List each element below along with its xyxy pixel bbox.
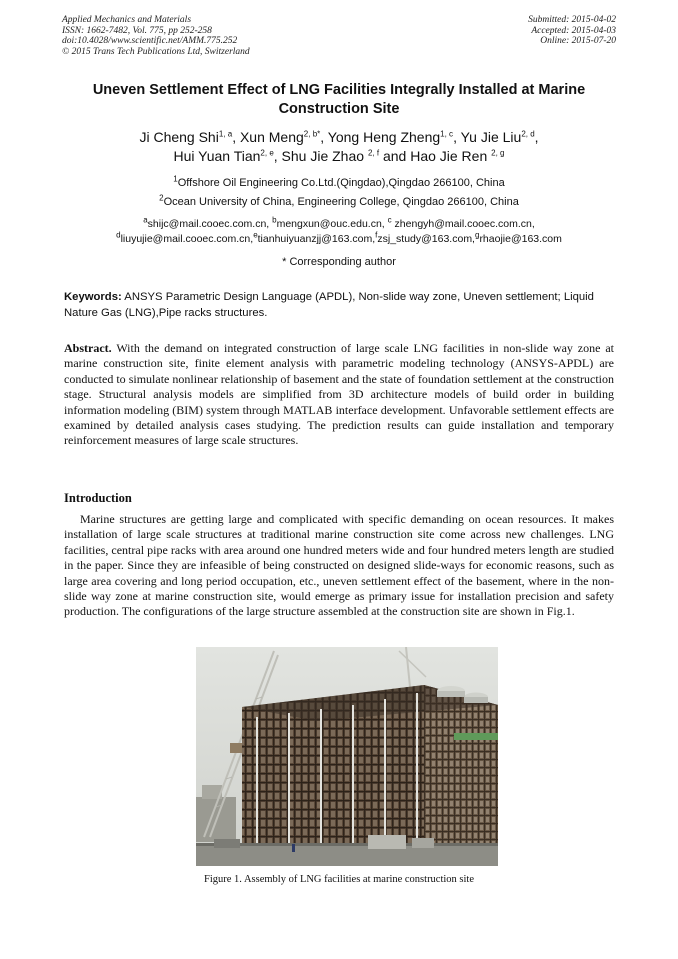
author-sep: ,	[273, 148, 282, 164]
journal-issn: ISSN: 1662-7482, Vol. 775, pp 252-258	[62, 25, 212, 36]
keywords-text: ANSYS Parametric Design Language (APDL), Non-slide way zone, Uneven settlement; Liquid Nature Gas (LNG),Pipe racks structures.	[64, 291, 594, 319]
figure-1-caption: Figure 1. Assembly of LNG facilities at marine construction site	[203, 874, 475, 885]
author-sup: 2, d	[521, 129, 535, 139]
email-link[interactable]: zsj_study@163.com,	[377, 233, 475, 245]
email-sup: e	[253, 230, 258, 240]
email-link[interactable]: zhengyh@mail.cooec.com.cn,	[391, 218, 535, 230]
keywords-block	[64, 290, 616, 321]
affiliation-sup: 1	[173, 174, 178, 184]
affiliation-2	[40, 195, 638, 209]
affiliation-sup: 2	[159, 193, 164, 203]
email-link[interactable]: rhaojie@163.com	[479, 233, 562, 245]
author-list	[40, 128, 638, 166]
author-sep: ,	[320, 129, 328, 145]
email-link[interactable]: mengxun@ouc.edu.cn,	[276, 218, 388, 230]
email-sup: b	[272, 215, 277, 225]
journal-header-right	[528, 15, 616, 47]
abstract-block	[64, 341, 614, 449]
author-name: Ji Cheng Shi	[139, 129, 219, 145]
abstract-label: Abstract.	[64, 341, 112, 355]
email-sup: f	[375, 230, 378, 240]
author-sup: 2, f	[367, 148, 380, 158]
author-name: Shu Jie Zhao	[281, 148, 368, 164]
email-link[interactable]: liuyujie@mail.cooec.com.cn,	[120, 233, 254, 245]
email-sup: a	[143, 215, 148, 225]
affiliation-1	[40, 176, 638, 190]
journal-header-left	[62, 15, 250, 57]
figure-1-photo	[196, 647, 498, 866]
email-sup: c	[387, 215, 392, 225]
email-link[interactable]: tianhuiyuanzjj@163.com,	[257, 233, 376, 245]
author-name: Hui Yuan Tian	[173, 148, 261, 164]
email-sup: d	[116, 230, 121, 240]
affiliation-text: Offshore Oil Engineering Co.Ltd.(Qingdao),Qingdao 266100, China	[177, 177, 505, 189]
affiliation-text: Ocean University of China, Engineering College, Qingdao 266100, China	[163, 196, 519, 208]
author-sep: ,	[232, 129, 240, 145]
submitted-date: Submitted: 2015-04-02	[528, 15, 616, 25]
author-sup: 1, c	[440, 129, 454, 139]
author-name: Yu Jie Liu	[460, 129, 522, 145]
author-sep: ,	[534, 129, 539, 145]
construction-site-photo	[196, 647, 498, 866]
author-sep: and	[379, 148, 411, 164]
keywords-label: Keywords:	[64, 291, 122, 303]
paper-title: Uneven Settlement Effect of LNG Facilities Integrally Installed at Marine Construction Site	[92, 82, 586, 117]
online-date: Online: 2015-07-20	[540, 36, 616, 46]
author-sup: 2, e	[260, 148, 274, 158]
accepted-date: Accepted: 2015-04-03	[531, 25, 616, 36]
author-name: Hao Jie Ren	[410, 148, 492, 164]
introduction-paragraph: Marine structures are getting large and complicated with specific demanding on ocean resources. It makes installation of large scale structures at traditional marine construction site come across new challenges. LNG facilities, central pipe racks with area around one hundred meters wide and four hundred meters length are studied in the paper. Since they are infeasible of being constructed on designed slide-ways for economic reasons, such as large area covering and long period occupation, etc., uneven settlement effect of the basement, where in the non-slide way zone at marine construction site, would emerge as primary issue for installation precision and safety production. The configurations of the large structure assembled at the construction site are shown in Fig.1.	[64, 512, 614, 619]
author-name: Xun Meng	[239, 129, 304, 145]
journal-copyright: © 2015 Trans Tech Publications Ltd, Switzerland	[62, 46, 250, 57]
author-name: Yong Heng Zheng	[327, 129, 441, 145]
journal-name: Applied Mechanics and Materials	[62, 15, 192, 25]
abstract-text: With the demand on integrated construction of large scale LNG facilities in non-slide way zone at marine construction site, finite element analysis with parametric modeling technology (ANSYS-APDL) are conducted to simulate nonlinear relationship of basement and the state of foundation settlement at the construction stage. Structural analysis models are simplified from 3D architecture models of build order in building information modeling (BIM) system through MATLAB interface development. Unfavorable settlement effects are examined by detailed analysis cases studying. The prediction results can guide installation and temporary reinforcement measures of large scale structures.	[64, 341, 614, 448]
email-link[interactable]: shijc@mail.cooec.com.cn,	[147, 218, 273, 230]
email-sup: g	[474, 230, 480, 240]
corresponding-author-note: * Corresponding author	[282, 256, 396, 268]
author-sup: 2, b*	[303, 129, 321, 139]
author-sup: 1, a	[218, 129, 233, 139]
section-heading-introduction: Introduction	[64, 491, 132, 505]
author-sup: 2, g	[491, 148, 505, 158]
author-emails	[30, 217, 648, 247]
author-sep: ,	[453, 129, 461, 145]
journal-doi: doi:10.4028/www.scientific.net/AMM.775.252	[62, 36, 238, 46]
